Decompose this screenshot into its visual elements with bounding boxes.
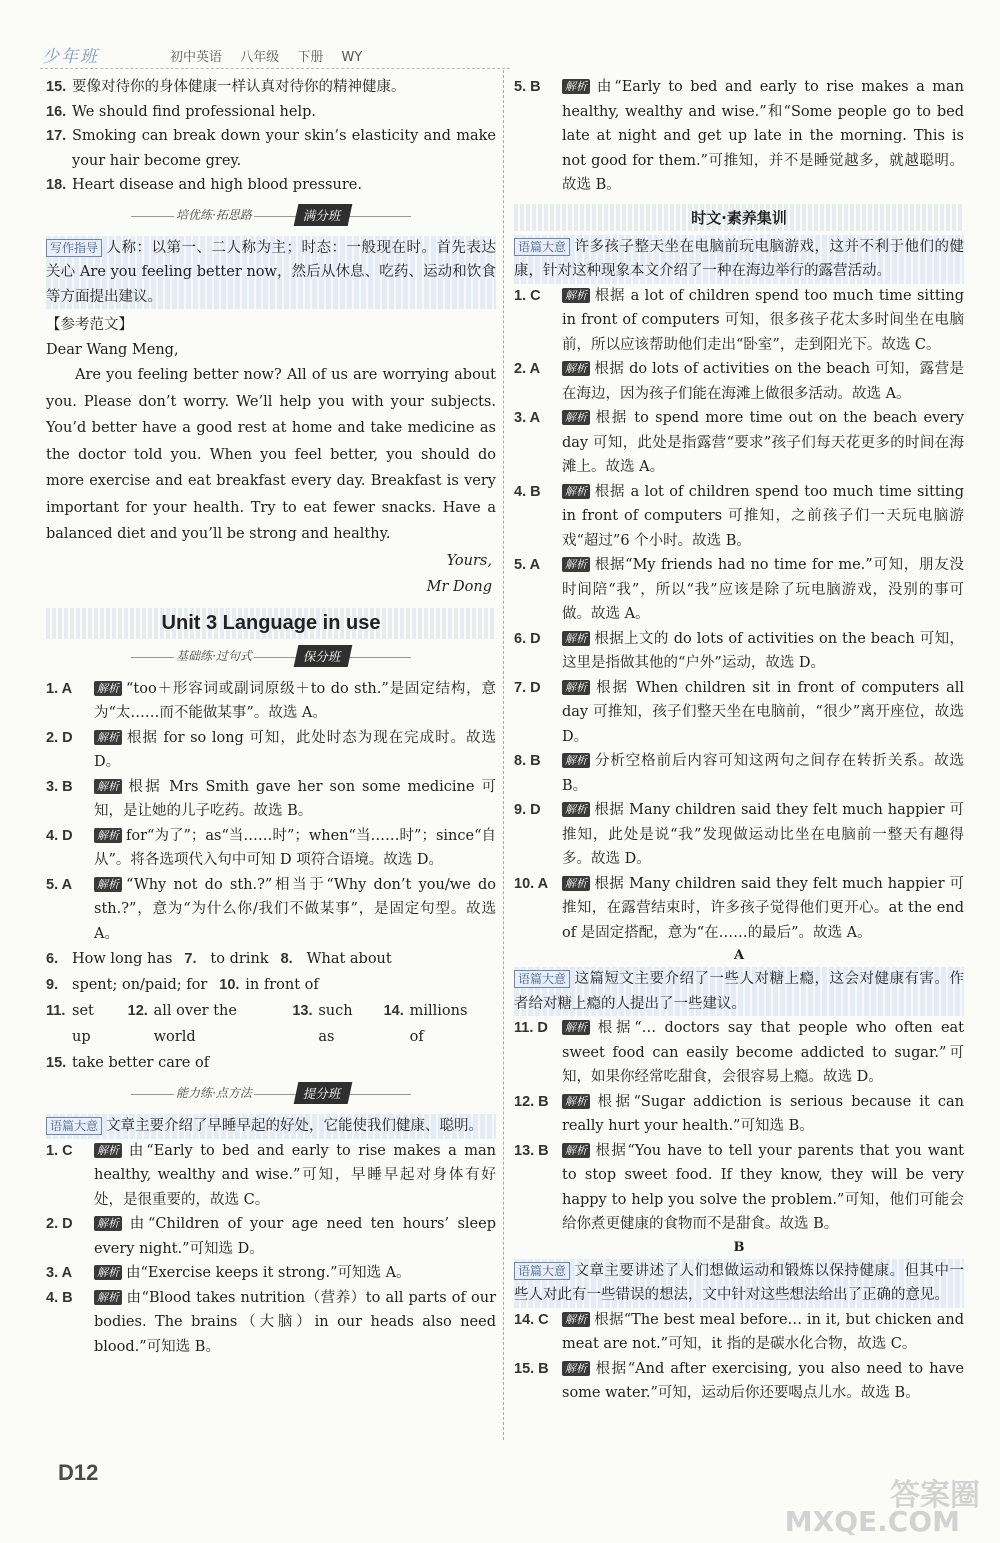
answer-item xyxy=(46,1212,496,1261)
answer-list-basic xyxy=(46,677,496,947)
answer-item xyxy=(514,75,964,198)
answer-item xyxy=(514,1357,964,1406)
item-number: 7. D xyxy=(514,679,541,696)
sample-label: 【参考范文】 xyxy=(46,317,133,333)
item-text: for“为了”；as“当……时”；when“当……时”；since“自从”。将各选项代入句中可知 D 项符合语境。故选 D。 xyxy=(94,827,496,868)
item-text: 根据“Sugar addiction is serious because it can really hurt your health.”可知选 B。 xyxy=(562,1093,964,1134)
answer-item xyxy=(46,173,496,198)
item-text: We should find professional help. xyxy=(72,103,317,120)
item-text: “too＋形容词或副词原级＋to do sth.”是固定结构，意为“太……而不能做某事”。故选 A。 xyxy=(94,680,496,721)
item-text: take better care of xyxy=(72,1055,210,1071)
passage-summary xyxy=(514,235,964,284)
explanation-tag: 解析 xyxy=(94,828,122,843)
item-number: 10. A xyxy=(514,875,549,892)
writing-guide xyxy=(46,236,496,310)
explanation-tag: 解析 xyxy=(562,802,590,817)
watermark-logo: 答案圈 xyxy=(890,1478,980,1513)
item-text: 根据上文的 do lots of activities on the beach 可知，这里是指做其他的“户外”运动，故选 D。 xyxy=(562,630,964,671)
watermark-url: MXQE.COM xyxy=(784,1505,960,1538)
passage-summary xyxy=(514,1259,964,1308)
fill-answer xyxy=(281,946,392,972)
item-text: Heart disease and high blood pressure. xyxy=(72,177,362,193)
explanation-tag: 解析 xyxy=(94,730,122,745)
item-text: 由“Early to bed and early to rise makes a man healthy, wealthy and wise.”可知，早睡早起对身体有好处，是很重要的，故选 C。 xyxy=(94,1142,496,1208)
summary-tag: 语篇大意 xyxy=(46,1117,102,1135)
answer-item xyxy=(46,124,496,173)
item-text: 由“Early to bed and early to rise makes a man healthy, wealthy and wise.”和“Some people go to bed late at night and get up late in the morning. This is not good for them.”可推知，并不是睡觉越多，就越聪明。故选 B。 xyxy=(562,79,964,193)
book-info xyxy=(170,46,376,65)
item-text: 由“Exercise keeps it strong.”可知选 A。 xyxy=(126,1265,411,1281)
fill-answer xyxy=(46,998,116,1050)
column-divider xyxy=(503,70,504,1440)
item-number: 12. xyxy=(127,1003,148,1019)
summary-text: 文章主要介绍了早睡早起的好处，它能使我们健康、聪明。 xyxy=(106,1118,484,1134)
explanation-tag: 解析 xyxy=(562,753,590,768)
fill-in-answers xyxy=(46,946,496,1076)
item-text: 根据“You have to tell your parents that you want to stop sweet food. If they know, they will be very happy to help you solve the problem.”可知，他们可能会给你煮更健康的食物而不是甜食。故选 B。 xyxy=(562,1142,964,1232)
banner-subtitle: 基础练·过句式 xyxy=(176,648,252,663)
fill-answer xyxy=(46,1050,209,1076)
series-logo: 少年班 xyxy=(42,47,99,67)
explanation-tag: 解析 xyxy=(562,557,590,572)
passage-letter-a: A xyxy=(733,948,745,963)
answer-item xyxy=(514,1016,964,1090)
item-text: What about xyxy=(306,951,392,967)
item-text: 根据 do lots of activities on the beach 可知，露营是在海边，因为孩子们能在海滩上做很多活动。故选 A。 xyxy=(562,361,964,402)
answer-item xyxy=(46,1139,496,1213)
item-number: 14. xyxy=(383,1003,404,1019)
answer-item xyxy=(514,1139,964,1237)
summary-text: 许多孩子整天坐在电脑前玩电脑游戏，这并不利于他们的健康，针对这种现象本文介绍了一种在海边举行的露营活动。 xyxy=(514,238,964,279)
fill-row xyxy=(46,998,496,1050)
answer-list-ability xyxy=(46,1139,496,1360)
banner-badge: 保分班 xyxy=(294,645,352,667)
item-text: 根据 Many children said they felt much happier 可推知，此处是说“我”发现做运动比坐在电脑前一整天有趣得多。故选 D。 xyxy=(562,802,964,867)
answer-item xyxy=(46,775,496,824)
item-number: 5. A xyxy=(46,876,73,893)
banner-subtitle: 培优练·拓思路 xyxy=(176,207,252,222)
letter-body: Are you feeling better now? All of us are worrying about you. Please don’t worry. We’ll help you with your subjects. You’d better have a good rest at home and take medicine as the doctor told you. When you feel better, you should do more exercise and eat breakfast every day. Breakfast is very important for your health. Try to eat fewer snacks. Have a balanced diet and you’ll be strong and healthy. xyxy=(46,367,496,542)
item-text: set up xyxy=(72,1003,94,1045)
fill-answer xyxy=(219,972,318,998)
explanation-tag: 解析 xyxy=(94,1143,122,1158)
item-number: 6. xyxy=(46,951,59,967)
item-text: How long has xyxy=(72,951,173,967)
answer-item xyxy=(46,1286,496,1360)
fill-answer xyxy=(384,998,484,1050)
item-number: 4. B xyxy=(46,1289,73,1306)
explanation-tag: 解析 xyxy=(562,680,590,695)
summary-text: 文章主要讲述了人们想做运动和锻炼以保持健康。但其中一些人对此有一些错误的想法，文中针对这些想法给出了正确的意见。 xyxy=(514,1262,964,1303)
answer-item xyxy=(46,824,496,873)
item-number: 6. D xyxy=(514,630,541,647)
summary-tag: 语篇大意 xyxy=(514,238,570,256)
item-text: 要像对待你的身体健康一样认真对待你的精神健康。 xyxy=(72,79,406,95)
item-text: 根据 Many children said they felt much happier 可推知，在露营结束时，许多孩子觉得他们更开心。at the end of 是固定搭配，意为“在……的最后”。故选 A。 xyxy=(562,875,964,941)
unit-title: Unit 3 Language in use xyxy=(46,608,496,639)
guide-tag: 写作指导 xyxy=(46,239,102,257)
explanation-tag: 解析 xyxy=(94,681,122,696)
section-banner-basic xyxy=(46,645,496,671)
answer-item xyxy=(514,406,964,480)
explanation-tag: 解析 xyxy=(94,1265,122,1280)
item-number: 15. B xyxy=(514,1360,549,1377)
fill-answer xyxy=(292,998,371,1050)
answer-item xyxy=(46,677,496,726)
item-number: 8. xyxy=(280,951,293,967)
item-number: 3. A xyxy=(46,1265,73,1281)
item-text: to drink xyxy=(210,951,269,967)
item-text: millions of xyxy=(409,1003,468,1045)
item-text: spent; on/paid; for xyxy=(72,977,208,993)
guide-text: 人称：以第一、二人称为主；时态：一般现在时。首先表达关心 Are you feeling better now，然后从休息、吃药、运动和饮食等方面提出建议。 xyxy=(46,239,496,305)
summary-text: 这篇短文主要介绍了一些人对糖上瘾，这会对健康有害。作者给对糖上瘾的人提出了一些建议。 xyxy=(514,971,964,1012)
answer-item-top xyxy=(514,75,964,198)
passage-summary xyxy=(46,1114,496,1139)
item-number: 17. xyxy=(46,128,67,144)
answer-item xyxy=(514,872,964,946)
page-number: D12 xyxy=(58,1460,99,1485)
item-text: 根据 a lot of children spend too much time sitting in front of computers 可推知，之前孩子们一天玩电脑游戏“超过”6 个小时。故选 B。 xyxy=(562,483,964,549)
item-number: 9. D xyxy=(514,802,541,818)
answer-item xyxy=(514,749,964,798)
item-text: Smoking can break down your skin’s elasticity and make your hair become grey. xyxy=(72,128,496,169)
item-number: 9. xyxy=(46,977,59,993)
answer-list-cloze xyxy=(514,284,964,946)
item-number: 13. xyxy=(292,1003,313,1019)
answer-item xyxy=(46,726,496,775)
answer-item xyxy=(514,627,964,676)
header-divider xyxy=(40,68,510,69)
fill-answer xyxy=(128,998,281,1050)
item-text: 根据“The best meal before… in it, but chicken and meat are not.”可知，it 指的是碳水化合物，故选 C。 xyxy=(562,1311,964,1352)
explanation-tag: 解析 xyxy=(94,877,122,892)
item-number: 2. A xyxy=(514,361,541,377)
explanation-tag: 解析 xyxy=(562,79,590,94)
answer-item xyxy=(514,357,964,406)
item-number: 14. C xyxy=(514,1311,549,1328)
left-column xyxy=(46,75,496,1359)
item-number: 4. B xyxy=(514,483,541,500)
answer-item xyxy=(46,75,496,100)
item-number: 3. B xyxy=(46,778,73,795)
term-label: 下册 xyxy=(297,50,324,65)
item-number: 1. A xyxy=(46,680,73,697)
item-text: all over the world xyxy=(153,1003,237,1045)
banner-badge: 提分班 xyxy=(294,1082,352,1104)
explanation-tag: 解析 xyxy=(562,1143,590,1158)
item-text: 由“Blood takes nutrition（营养）to all parts of our bodies. The brains（大脑）in our heads also need blood.”可知选 B。 xyxy=(94,1289,496,1355)
item-number: 4. D xyxy=(46,827,73,844)
item-number: 11. xyxy=(46,1003,66,1019)
explanation-tag: 解析 xyxy=(562,876,590,891)
explanation-tag: 解析 xyxy=(94,1216,122,1231)
answer-item xyxy=(46,873,496,947)
answer-item xyxy=(514,798,964,872)
item-number: 7. xyxy=(184,951,197,967)
passage-letter-b: B xyxy=(733,1239,745,1255)
item-number: 3. A xyxy=(514,410,541,426)
subject-label: 初中英语 xyxy=(170,50,223,65)
item-text: 分析空格前后内容可知这两句之间存在转折关系。故选 B。 xyxy=(562,753,964,794)
section-banner-excellence xyxy=(46,204,496,230)
item-number: 1. C xyxy=(46,1142,73,1159)
fill-answer xyxy=(46,972,207,998)
grade-label: 八年级 xyxy=(240,50,280,65)
item-number: 16. xyxy=(46,103,67,120)
fill-row xyxy=(46,972,496,998)
explanation-tag: 解析 xyxy=(562,1361,590,1376)
summary-tag: 语篇大意 xyxy=(514,970,570,988)
answer-item xyxy=(46,1261,496,1286)
banner-subtitle: 能力练·点方法 xyxy=(176,1086,252,1100)
item-text: 根据 a lot of children spend too much time sitting in front of computers 可知，很多孩子花太多时间坐在电脑前，所以应该帮助他们走出“卧室”，走到阳光下。故选 C。 xyxy=(562,287,964,353)
item-text: 根据“My friends had no time for me.”可知，朋友没时间陪“我”，所以“我”应该是除了玩电脑游戏，没别的事可做。故选 A。 xyxy=(562,557,964,622)
item-text: “Why not do sth.?”相当于“Why don’t you/we do sth.?”，意为“为什么你/我们不做某事”，是固定句型。故选 A。 xyxy=(94,876,496,942)
item-number: 5. A xyxy=(514,557,541,573)
section-banner-ability xyxy=(46,1082,496,1108)
explanation-tag: 解析 xyxy=(94,1290,122,1305)
right-column xyxy=(514,75,964,1406)
answer-item xyxy=(514,1090,964,1139)
fill-row xyxy=(46,1050,496,1076)
section-title: 时文·素养集训 xyxy=(514,204,964,231)
explanation-tag: 解析 xyxy=(562,288,590,303)
item-number: 15. xyxy=(46,79,67,95)
explanation-tag: 解析 xyxy=(562,484,590,499)
item-text: 根据“… doctors say that people who often eat sweet food can easily become addicted to sugar.”可知，如果你经常吃甜食，会很容易上瘾。故选 D。 xyxy=(562,1020,964,1085)
item-number: 1. C xyxy=(514,287,541,304)
item-number: 11. D xyxy=(514,1020,548,1036)
item-number: 2. D xyxy=(46,729,73,746)
answer-list-top xyxy=(46,75,496,198)
passage-summary xyxy=(514,967,964,1016)
explanation-tag: 解析 xyxy=(562,1020,590,1035)
answer-item xyxy=(46,100,496,125)
item-text: 由“Children of your age need ten hours’ sleep every night.”可知选 D。 xyxy=(94,1216,496,1257)
explanation-tag: 解析 xyxy=(562,361,590,376)
fill-row xyxy=(46,946,496,972)
fill-answer xyxy=(46,946,172,972)
fill-answer xyxy=(184,946,268,972)
answer-item xyxy=(514,676,964,750)
item-number: 8. B xyxy=(514,753,541,769)
letter-greeting: Dear Wang Meng, xyxy=(46,341,179,358)
letter-close: Yours, xyxy=(446,552,492,569)
summary-tag: 语篇大意 xyxy=(514,1262,570,1280)
answer-item xyxy=(514,480,964,554)
answer-list-reading-a xyxy=(514,1016,964,1237)
item-text: 根据“And after exercising, you also need to have some water.”可知，运动后你还要喝点儿水。故选 B。 xyxy=(562,1360,964,1401)
item-text: such as xyxy=(318,1003,353,1045)
answer-item xyxy=(514,553,964,627)
item-text: 根据 to spend more time out on the beach every day 可知，此处是指露营“要求”孩子们每天花更多的时间在海滩上。故选 A。 xyxy=(562,410,964,475)
explanation-tag: 解析 xyxy=(562,631,590,646)
item-number: 15. xyxy=(46,1055,67,1071)
item-text: 根据 Mrs Smith gave her son some medicine 可知，是让她的儿子吃药。故选 B。 xyxy=(94,778,496,819)
edition-label: WY xyxy=(341,50,363,65)
answer-item xyxy=(514,284,964,358)
letter-signature: Mr Dong xyxy=(426,578,492,595)
answer-item xyxy=(514,1308,964,1357)
item-text: 根据 When children sit in front of computers all day 可推知，孩子们整天坐在电脑前，“很少”离开座位，故选 D。 xyxy=(562,679,964,745)
item-text: in front of xyxy=(245,977,319,993)
item-number: 10. xyxy=(219,977,240,993)
explanation-tag: 解析 xyxy=(562,1094,590,1109)
answer-list-reading-b xyxy=(514,1308,964,1406)
item-text: 根据 for so long 可知，此处时态为现在完成时。故选 D。 xyxy=(94,729,496,770)
item-number: 5. B xyxy=(514,79,541,95)
explanation-tag: 解析 xyxy=(94,779,122,794)
page-header xyxy=(30,40,500,70)
explanation-tag: 解析 xyxy=(562,1312,590,1327)
banner-badge: 满分班 xyxy=(294,204,352,226)
item-number: 2. D xyxy=(46,1216,73,1232)
explanation-tag: 解析 xyxy=(562,410,590,425)
item-number: 18. xyxy=(46,177,67,193)
item-number: 13. B xyxy=(514,1142,549,1159)
item-number: 12. B xyxy=(514,1093,549,1110)
